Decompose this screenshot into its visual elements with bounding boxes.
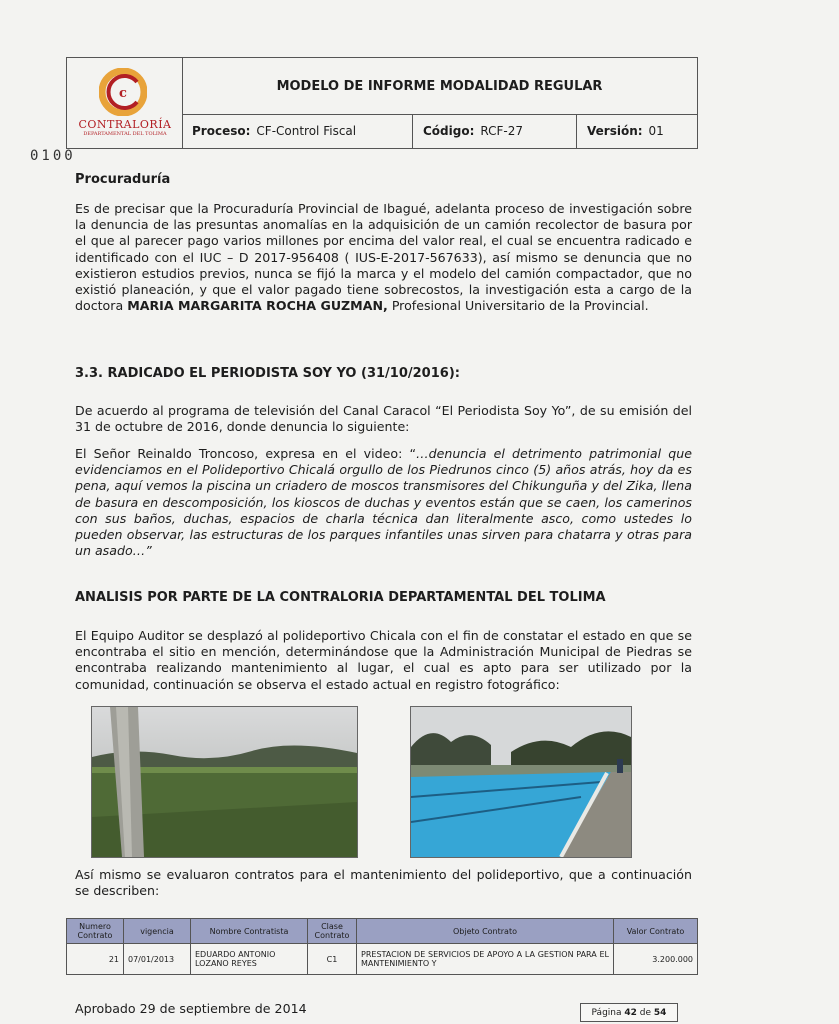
header-meta-row <box>182 114 697 148</box>
field-photo <box>91 706 358 858</box>
analisis-heading: ANALISIS POR PARTE DE LA CONTRALORIA DEPARTAMENTAL DEL TOLIMA <box>75 590 606 605</box>
proceso-cell <box>182 114 413 148</box>
quote-text: …denuncia el detrimento patrimonial que evidenciamos en el Polideportivo Chicalá orgullo de los Piedrunos cinco (5) años atrás, hoy da es pena, aquí vemos la piscina un criadero de moscos transmisores del Chikunguña y del Zika, llena de basura en descomposición, los kioscos de duchas y eventos están que se caen, los camerinos con sus baños, duchas, espacios de charla técnica dan literalmente asco, como ustedes lo pueden observar, las estructuras de los parques infantiles unas sirven para chatarra y otras para un asado…” <box>75 446 692 559</box>
procuraduria-heading: Procuraduría <box>75 172 171 187</box>
table-header-row <box>67 919 698 944</box>
page-number-box <box>580 1003 678 1022</box>
col-numero: Numero Contrato <box>67 919 124 944</box>
document-title: MODELO DE INFORME MODALIDAD REGULAR <box>182 58 697 115</box>
section-3-3-heading: 3.3. RADICADO EL PERIODISTA SOY YO (31/10/2016): <box>75 366 460 381</box>
contraloria-logo-icon <box>99 68 147 116</box>
codigo-label: Código: <box>423 124 475 138</box>
contracts-intro-paragraph: Así mismo se evaluaron contratos para el mantenimiento del polideportivo, que a continuación se describen: <box>75 867 692 899</box>
cell-objeto: PRESTACION DE SERVICIOS DE APOYO A LA GESTION PARA EL MANTENIMIENTO Y <box>357 944 614 975</box>
proceso-value: CF-Control Fiscal <box>256 124 357 138</box>
pool-photo <box>410 706 632 858</box>
col-valor: Valor Contrato <box>614 919 698 944</box>
page-label: Página <box>591 1007 622 1018</box>
version-cell <box>577 114 697 148</box>
cell-vigencia: 07/01/2013 <box>124 944 191 975</box>
procuraduria-text-end: Profesional Universitario de la Provincial. <box>391 298 649 314</box>
svg-text:c: c <box>119 86 127 101</box>
contracts-table <box>66 918 698 975</box>
section-3-3-paragraph-1: De acuerdo al programa de televisión del Canal Caracol “El Periodista Soy Yo”, de su emisión del 31 de octubre de 2016, donde denuncia lo siguiente: <box>75 403 692 435</box>
col-objeto: Objeto Contrato <box>357 919 614 944</box>
page-total: 54 <box>653 1007 667 1018</box>
procuraduria-text: Es de precisar que la Procuraduría Provincial de Ibagué, adelanta proceso de investigación sobre la denuncia de las presuntas anomalías en la adquisición de un camión recolector de basura por el que al parecer pago varios millones por encima del valor real, el cual se encuentra radicado e identificado con el IUC – D 2017-956408 ( IUS-E-2017-567633), así mismo se denuncia que no existieron estudios previos, nunca se fijó la marca y el modelo del camión compactador, que no existió planeación, y que el valor pagado tiene sobrecostos, la investigación esta a cargo de la doctora <box>75 201 692 314</box>
col-clase: Clase Contrato <box>308 919 357 944</box>
table-row <box>67 944 698 975</box>
procuraduria-paragraph <box>75 201 692 314</box>
cell-clase: C1 <box>308 944 357 975</box>
document-header <box>66 57 698 149</box>
version-value: 01 <box>648 124 664 138</box>
logo-subtext: DEPARTAMENTAL DEL TOLIMA <box>83 131 167 137</box>
page-current: 42 <box>624 1007 637 1018</box>
codigo-cell <box>413 114 577 148</box>
analisis-paragraph: El Equipo Auditor se desplazó al polideportivo Chicala con el fin de constatar el estado en que se encontraba el sitio en mención, determinándose que la Administración Municipal de Piedras se encontraba realizando mantenimiento al lugar, el cual es apto para ser utilizado por la comunidad, continuación se observa el estado actual en registro fotográfico: <box>75 628 692 692</box>
logo-cell <box>67 58 183 148</box>
quote-intro: El Señor Reinaldo Troncoso, expresa en el video: “ <box>75 446 416 461</box>
proceso-label: Proceso: <box>192 124 251 138</box>
field-photo-image-icon <box>92 707 357 857</box>
codigo-value: RCF-27 <box>480 124 524 138</box>
col-vigencia: vigencia <box>124 919 191 944</box>
page-of: de <box>639 1007 652 1018</box>
handwritten-folio-number: 0100 <box>30 148 76 164</box>
cell-valor: 3.200.000 <box>614 944 698 975</box>
section-3-3-paragraph-2 <box>75 446 692 559</box>
version-label: Versión: <box>587 124 643 138</box>
logo-text: CONTRALORÍA <box>78 118 172 131</box>
col-contratista: Nombre Contratista <box>191 919 308 944</box>
cell-contratista: EDUARDO ANTONIO LOZANO REYES <box>191 944 308 975</box>
investigator-name: MARIA MARGARITA ROCHA GUZMAN, <box>127 298 388 314</box>
approval-date: Aprobado 29 de septiembre de 2014 <box>75 1001 307 1016</box>
cell-numero: 21 <box>67 944 124 975</box>
pool-photo-image-icon <box>411 707 631 857</box>
